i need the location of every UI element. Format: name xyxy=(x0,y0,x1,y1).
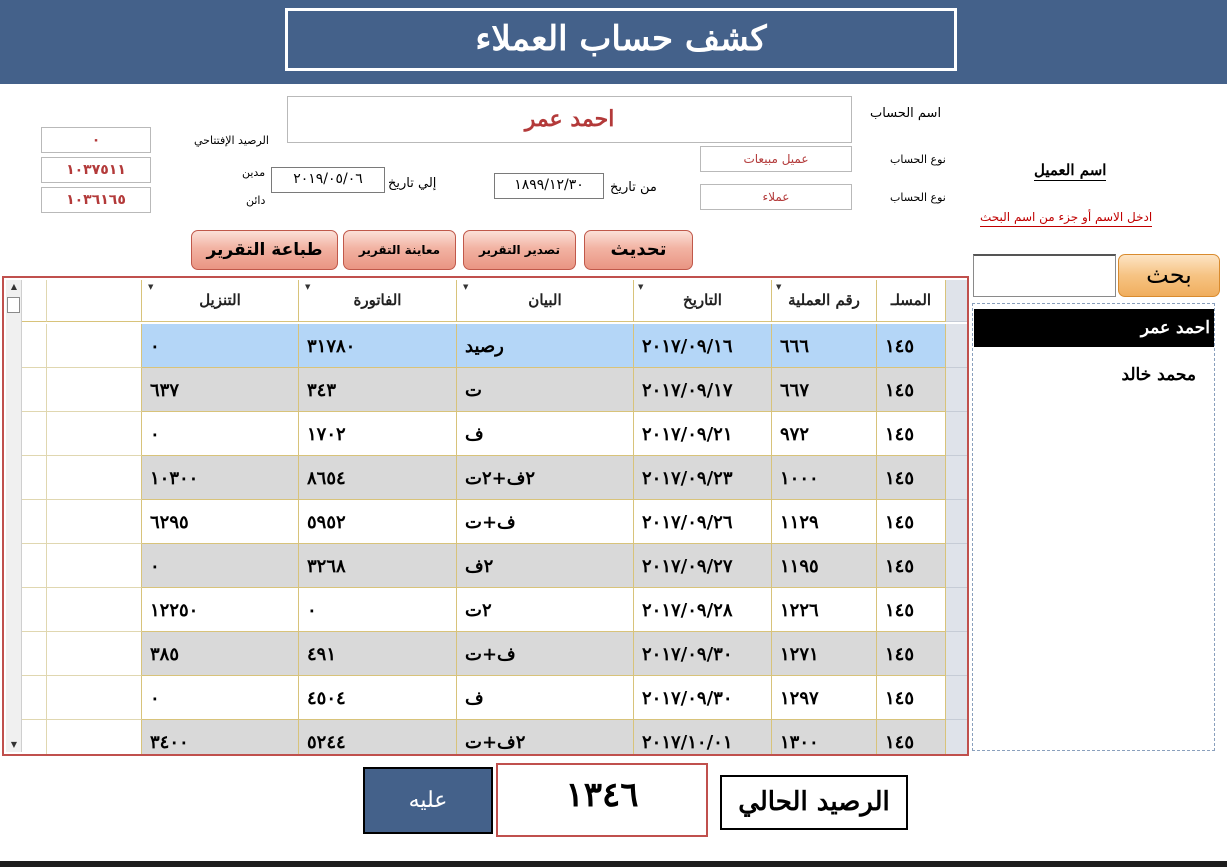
cell-serial[interactable]: ١٤٥ xyxy=(877,324,946,368)
cell-discount[interactable]: ٣٤٠٠ xyxy=(142,720,299,756)
col-header-label: المسلـ xyxy=(890,291,932,309)
statement-grid[interactable] xyxy=(2,276,969,756)
cell-serial[interactable]: ١٤٥ xyxy=(877,720,946,756)
cell-invoice[interactable]: ٥٢٤٤ xyxy=(299,720,457,756)
from-date-field[interactable]: ١٨٩٩/١٢/٣٠ xyxy=(494,173,604,199)
to-date-field[interactable]: ٢٠١٩/٠٥/٠٦ xyxy=(271,167,385,193)
customer-name-label: اسم العميل xyxy=(1034,161,1107,179)
current-balance-value: ١٣٤٦ xyxy=(496,763,708,837)
row-empty-cell xyxy=(47,368,142,412)
record-selector[interactable] xyxy=(946,456,967,500)
cell-date[interactable]: ٢٠١٧/٠٩/٢٧ xyxy=(634,544,772,588)
account-type-label-1: نوع الحساب xyxy=(890,153,946,166)
from-date-label: من تاريخ xyxy=(610,180,657,195)
cell-date[interactable]: ٢٠١٧/٠٩/٢٣ xyxy=(634,456,772,500)
cell-invoice[interactable]: ٣٢٦٨ xyxy=(299,544,457,588)
cell-operation[interactable]: ١٣٠٠ xyxy=(772,720,877,756)
dropdown-arrow-icon[interactable]: ▼ xyxy=(148,282,154,291)
row-blank-cell xyxy=(22,324,47,368)
credit-field[interactable]: ١٠٣٦١٦٥ xyxy=(41,187,151,213)
page-title: كشف حساب العملاء xyxy=(285,8,957,71)
cell-operation[interactable]: ١١٢٩ xyxy=(772,500,877,544)
to-date-label: إلي تاريخ xyxy=(388,176,437,191)
col-header-date[interactable] xyxy=(634,280,772,322)
row-blank-cell xyxy=(22,368,47,412)
bottom-edge xyxy=(0,861,1227,867)
cell-description[interactable]: رصيد xyxy=(457,324,634,368)
col-header-label: الفاتورة xyxy=(353,291,402,309)
table-row[interactable] xyxy=(4,368,967,412)
row-blank-cell xyxy=(22,500,47,544)
col-header-label: البيان xyxy=(528,291,562,309)
dropdown-arrow-icon[interactable]: ▼ xyxy=(305,282,311,291)
account-type-label-2: نوع الحساب xyxy=(890,191,946,204)
cell-discount[interactable]: ٣٨٥ xyxy=(142,632,299,676)
row-empty-cell xyxy=(47,676,142,720)
col-header-label: رقم العملية xyxy=(788,291,860,309)
cell-date[interactable]: ٢٠١٧/٠٩/٣٠ xyxy=(634,676,772,720)
account-type-field-2[interactable]: عملاء xyxy=(700,184,852,210)
col-header-description[interactable] xyxy=(457,280,634,322)
grid-empty-header xyxy=(47,280,142,322)
cell-date[interactable]: ٢٠١٧/٠٩/٢٨ xyxy=(634,588,772,632)
cell-discount[interactable]: ١٢٢٥٠ xyxy=(142,588,299,632)
row-blank-cell xyxy=(22,588,47,632)
cell-discount[interactable]: ٠ xyxy=(142,544,299,588)
record-selector[interactable] xyxy=(946,324,967,368)
table-row[interactable] xyxy=(4,500,967,544)
row-empty-cell xyxy=(47,720,142,756)
row-empty-cell xyxy=(47,500,142,544)
cell-description[interactable]: ٢ف xyxy=(457,544,634,588)
cell-invoice[interactable]: ٨٦٥٤ xyxy=(299,456,457,500)
cell-operation[interactable]: ١٢٩٧ xyxy=(772,676,877,720)
record-selector[interactable] xyxy=(946,544,967,588)
row-empty-cell xyxy=(47,588,142,632)
cell-serial[interactable]: ١٤٥ xyxy=(877,412,946,456)
row-empty-cell xyxy=(47,544,142,588)
cell-description[interactable]: ٢ف+٢ت xyxy=(457,456,634,500)
cell-discount[interactable]: ٠ xyxy=(142,676,299,720)
dropdown-arrow-icon[interactable]: ▼ xyxy=(638,282,644,291)
record-selector[interactable] xyxy=(946,368,967,412)
cell-invoice[interactable]: ٤٩١ xyxy=(299,632,457,676)
col-header-invoice[interactable] xyxy=(299,280,457,322)
cell-invoice[interactable]: ٠ xyxy=(299,588,457,632)
search-result-item[interactable]: محمد خالد xyxy=(1121,365,1196,385)
cell-operation[interactable]: ٩٧٢ xyxy=(772,412,877,456)
record-selector[interactable] xyxy=(946,500,967,544)
cell-operation[interactable]: ١٢٧١ xyxy=(772,632,877,676)
cell-serial[interactable]: ١٤٥ xyxy=(877,676,946,720)
cell-serial[interactable]: ١٤٥ xyxy=(877,544,946,588)
row-blank-cell xyxy=(22,412,47,456)
table-row[interactable] xyxy=(4,632,967,676)
record-selector[interactable] xyxy=(946,632,967,676)
cell-operation[interactable]: ١٠٠٠ xyxy=(772,456,877,500)
opening-balance-label: الرصيد الإفتتاحي xyxy=(194,134,269,147)
cell-serial[interactable]: ١٤٥ xyxy=(877,456,946,500)
cell-date[interactable]: ٢٠١٧/١٠/٠١ xyxy=(634,720,772,756)
table-row[interactable] xyxy=(4,588,967,632)
cell-discount[interactable]: ٦٣٧ xyxy=(142,368,299,412)
cell-operation[interactable]: ١١٩٥ xyxy=(772,544,877,588)
row-blank-cell xyxy=(22,632,47,676)
record-selector[interactable] xyxy=(946,676,967,720)
refresh-button[interactable]: تحديث xyxy=(584,230,693,270)
account-name-field[interactable]: احمد عمر xyxy=(287,96,852,143)
row-blank-cell xyxy=(22,456,47,500)
cell-discount[interactable]: ٠ xyxy=(142,324,299,368)
col-header-operation[interactable] xyxy=(772,280,877,322)
cell-invoice[interactable]: ٤٥٠٤ xyxy=(299,676,457,720)
cell-serial[interactable]: ١٤٥ xyxy=(877,588,946,632)
cell-serial[interactable]: ١٤٥ xyxy=(877,632,946,676)
search-button[interactable]: بحث xyxy=(1118,254,1220,297)
cell-serial[interactable]: ١٤٥ xyxy=(877,500,946,544)
cell-description[interactable]: ٢ف+ت xyxy=(457,720,634,756)
cell-date[interactable]: ٢٠١٧/٠٩/٣٠ xyxy=(634,632,772,676)
record-selector[interactable] xyxy=(946,720,967,756)
cell-date[interactable]: ٢٠١٧/٠٩/١٧ xyxy=(634,368,772,412)
cell-description[interactable]: ف+ت xyxy=(457,632,634,676)
search-input[interactable] xyxy=(973,254,1116,297)
table-row[interactable] xyxy=(4,720,967,756)
search-hint: ادخل الاسم أو جزء من اسم البحث xyxy=(980,210,1152,227)
table-row[interactable] xyxy=(4,544,967,588)
row-empty-cell xyxy=(47,456,142,500)
scroll-thumb[interactable] xyxy=(7,297,20,313)
cell-operation[interactable]: ١٢٢٦ xyxy=(772,588,877,632)
row-empty-cell xyxy=(47,324,142,368)
dropdown-arrow-icon[interactable]: ▼ xyxy=(776,282,782,291)
cell-invoice[interactable]: ٣٤٣ xyxy=(299,368,457,412)
scroll-down-icon[interactable]: ▼ xyxy=(10,740,18,749)
col-header-label: التاريخ xyxy=(683,291,722,309)
cell-description[interactable]: ف xyxy=(457,412,634,456)
col-header-label: التنزيل xyxy=(199,291,241,309)
account-name-label: اسم الحساب xyxy=(870,106,942,121)
col-header-discount[interactable] xyxy=(142,280,299,322)
scroll-up-icon[interactable]: ▲ xyxy=(10,282,18,291)
row-empty-cell xyxy=(47,412,142,456)
cell-discount[interactable]: ١٠٣٠٠ xyxy=(142,456,299,500)
balance-side-indicator: عليه xyxy=(363,767,493,834)
cell-date[interactable]: ٢٠١٧/٠٩/٢١ xyxy=(634,412,772,456)
cell-operation[interactable]: ٦٦٦ xyxy=(772,324,877,368)
grid-blank-header xyxy=(22,280,47,322)
debit-field[interactable]: ١٠٣٧٥١١ xyxy=(41,157,151,183)
debit-label: مدين xyxy=(242,166,266,179)
cell-description[interactable]: ف+ت xyxy=(457,500,634,544)
opening-balance-field[interactable]: ٠ xyxy=(41,127,151,153)
row-empty-cell xyxy=(47,632,142,676)
table-row[interactable] xyxy=(4,324,967,368)
cell-invoice[interactable]: ٣١٧٨٠ xyxy=(299,324,457,368)
cell-date[interactable]: ٢٠١٧/٠٩/١٦ xyxy=(634,324,772,368)
credit-label: دائن xyxy=(246,194,266,207)
cell-invoice[interactable]: ٥٩٥٢ xyxy=(299,500,457,544)
cell-discount[interactable]: ٦٢٩٥ xyxy=(142,500,299,544)
cell-description[interactable]: ف xyxy=(457,676,634,720)
cell-operation[interactable]: ٦٦٧ xyxy=(772,368,877,412)
cell-serial[interactable]: ١٤٥ xyxy=(877,368,946,412)
cell-description[interactable]: ٢ت xyxy=(457,588,634,632)
table-row[interactable] xyxy=(4,676,967,720)
search-result-item[interactable]: احمد عمر xyxy=(974,309,1214,347)
table-row[interactable] xyxy=(4,456,967,500)
cell-invoice[interactable]: ١٧٠٢ xyxy=(299,412,457,456)
preview-report-button[interactable]: معاينة التقرير xyxy=(343,230,456,270)
print-report-button[interactable]: طباعة التقرير xyxy=(191,230,338,270)
row-blank-cell xyxy=(22,720,47,756)
row-blank-cell xyxy=(22,676,47,720)
cell-description[interactable]: ت xyxy=(457,368,634,412)
record-selector[interactable] xyxy=(946,412,967,456)
record-selector-header xyxy=(946,280,967,322)
account-type-field-1[interactable]: عميل مبيعات xyxy=(700,146,852,172)
current-balance-label: الرصيد الحالي xyxy=(720,775,908,830)
col-header-serial[interactable] xyxy=(877,280,946,322)
cell-discount[interactable]: ٠ xyxy=(142,412,299,456)
dropdown-arrow-icon[interactable]: ▼ xyxy=(463,282,469,291)
row-blank-cell xyxy=(22,544,47,588)
table-row[interactable] xyxy=(4,412,967,456)
record-selector[interactable] xyxy=(946,588,967,632)
export-report-button[interactable]: تصدير التقرير xyxy=(463,230,576,270)
cell-date[interactable]: ٢٠١٧/٠٩/٢٦ xyxy=(634,500,772,544)
